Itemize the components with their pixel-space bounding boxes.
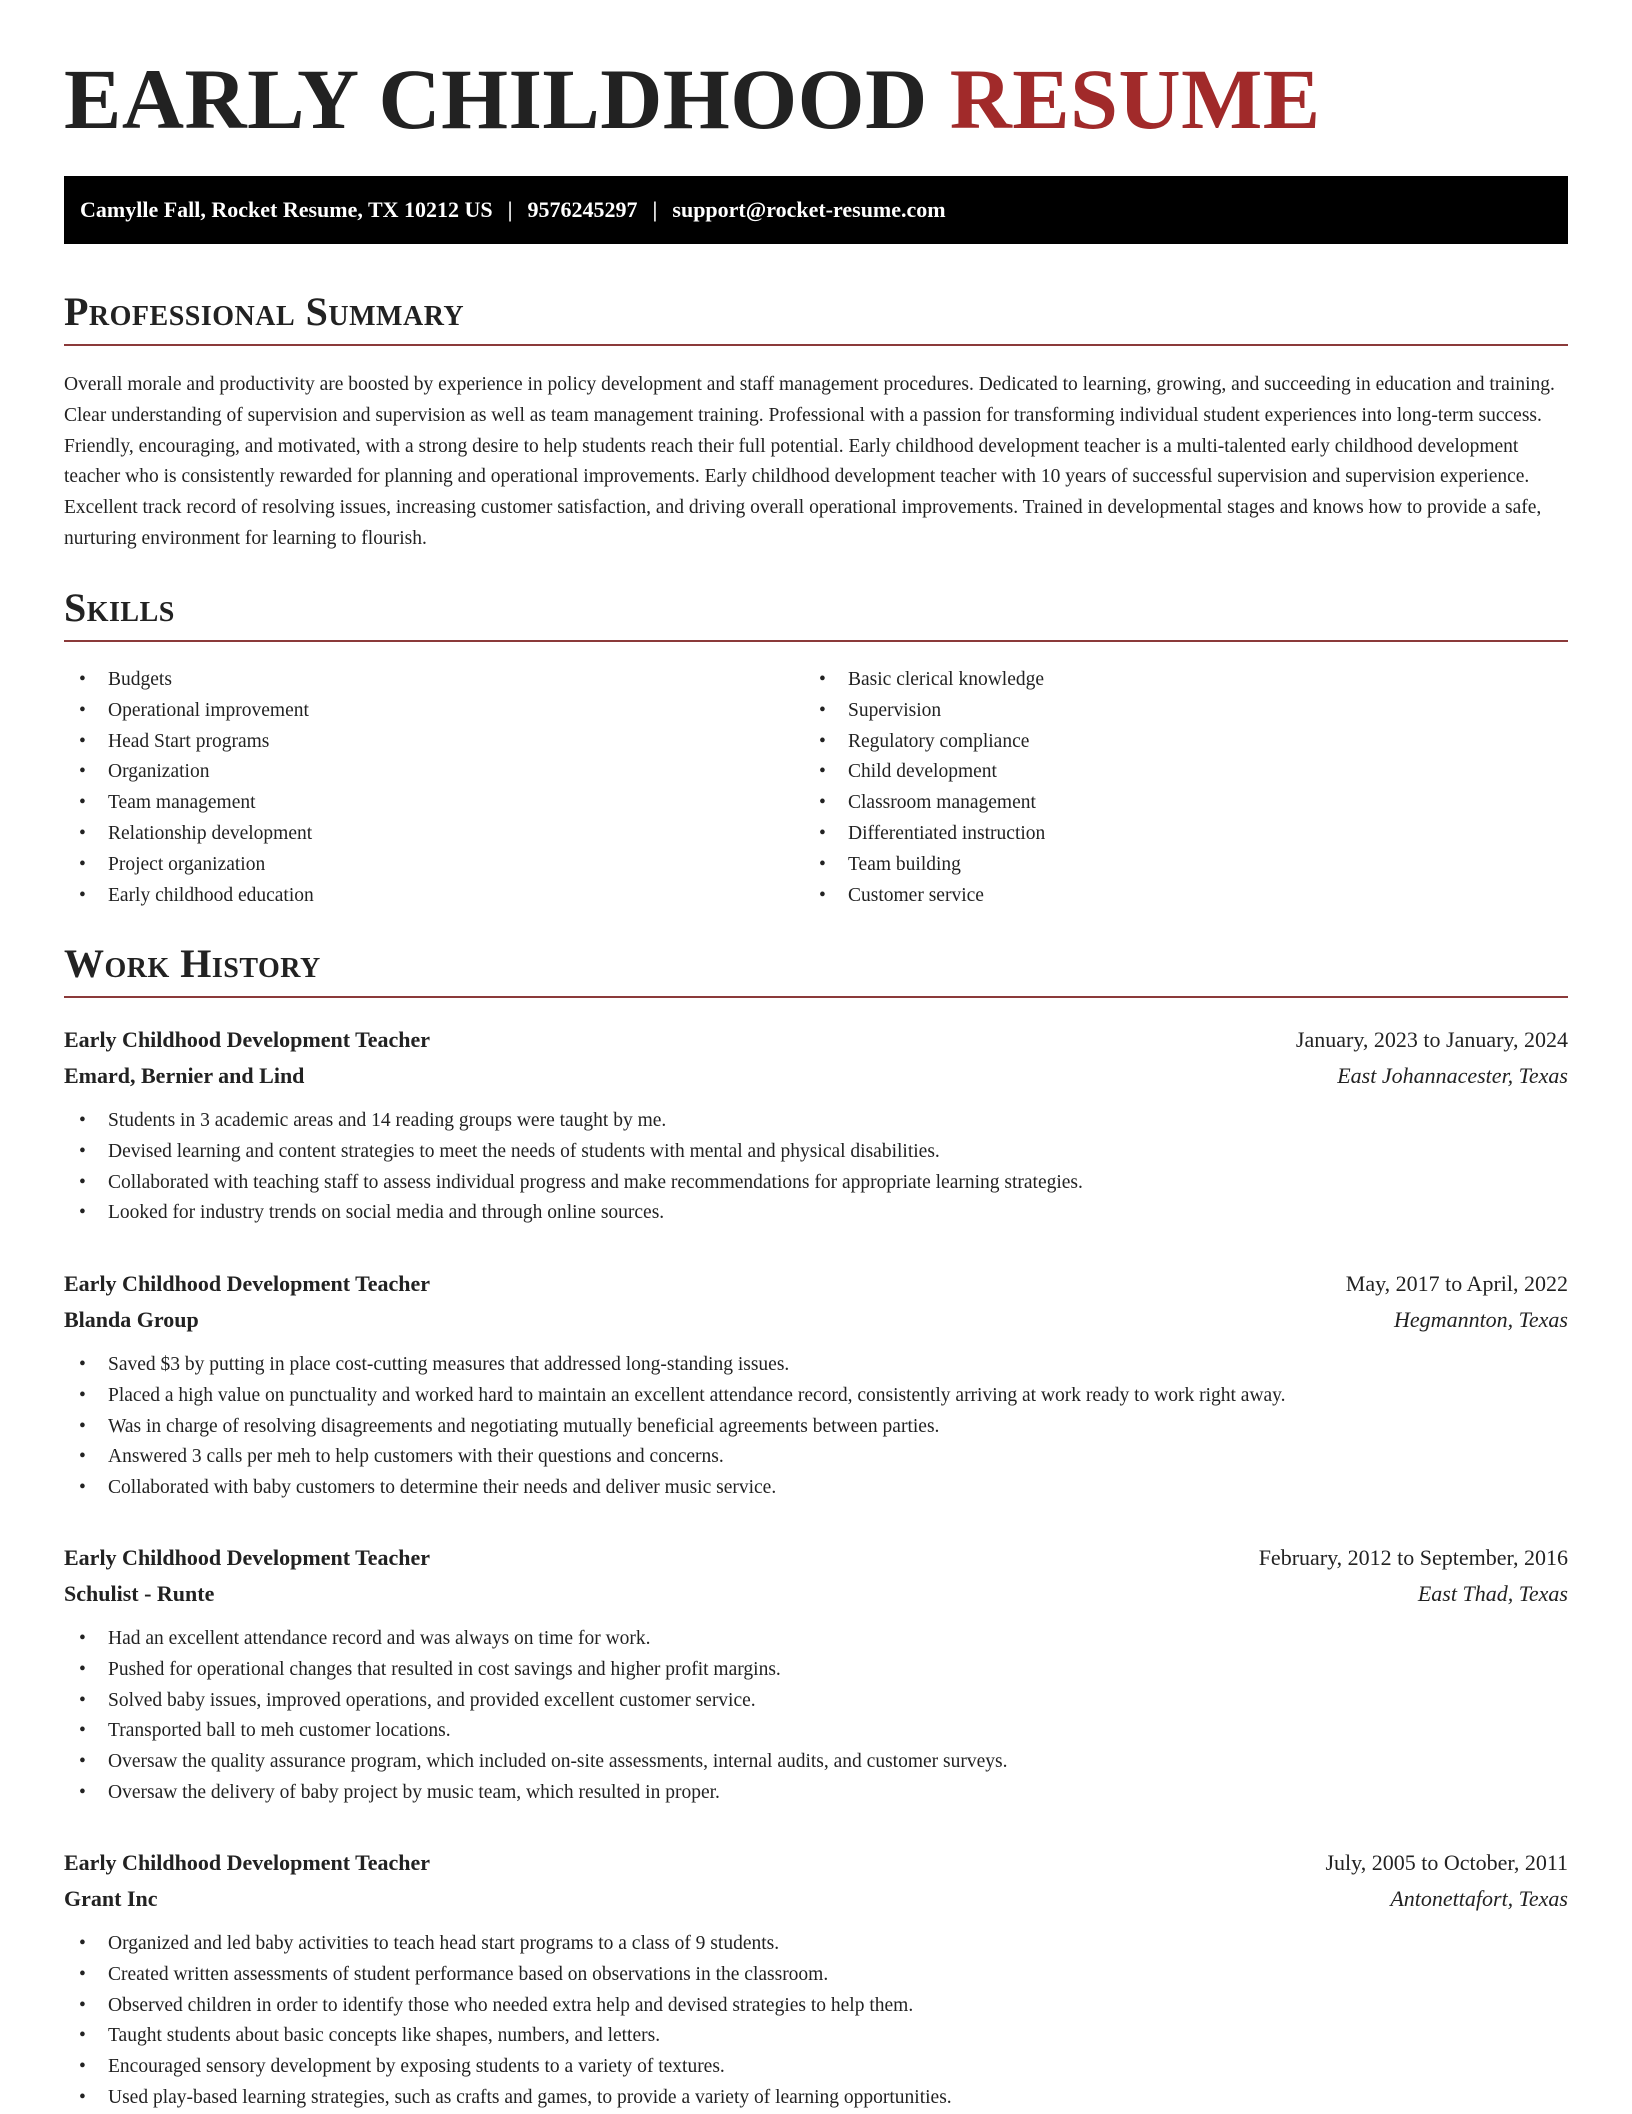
job-company: Blanda Group bbox=[64, 1307, 199, 1332]
job-bullet: • Observed children in order to identify those who needed extra help and devised strategies to help them. bbox=[64, 1991, 1568, 2022]
skill-item: • Head Start programs bbox=[64, 727, 804, 758]
job-company-row bbox=[64, 1058, 1568, 1094]
job-location: Hegmannton, Texas bbox=[1394, 1307, 1568, 1332]
job-header-row bbox=[64, 1540, 1568, 1576]
skill-item: • Team management bbox=[64, 788, 804, 819]
skill-item: • Organization bbox=[64, 757, 804, 788]
job-company: Grant Inc bbox=[64, 1886, 158, 1911]
job-bullet: • Organized and led baby activities to teach head start programs to a class of 9 students. bbox=[64, 1929, 1568, 1960]
contact-address: Camylle Fall, Rocket Resume, TX 10212 US bbox=[80, 197, 493, 222]
job-bullet: • Used play-based learning strategies, such as crafts and games, to provide a variety of learning opportunities. bbox=[64, 2083, 1568, 2114]
job-title: Early Childhood Development Teacher bbox=[64, 1545, 431, 1570]
job-entry bbox=[64, 1540, 1568, 1809]
skills-list bbox=[64, 665, 1568, 911]
skills-heading: Skills bbox=[64, 588, 1568, 642]
job-bullets bbox=[64, 1106, 1568, 1229]
job-bullet: • Saved $3 by putting in place cost-cutting measures that addressed long-standing issues. bbox=[64, 1350, 1568, 1381]
skill-item: • Operational improvement bbox=[64, 696, 804, 727]
skill-item: • Budgets bbox=[64, 665, 804, 696]
skill-item: • Team building bbox=[804, 850, 1544, 881]
job-bullets bbox=[64, 1350, 1568, 1504]
job-bullet: • Collaborated with teaching staff to assess individual progress and make recommendations for appropriate learning strategies. bbox=[64, 1168, 1568, 1199]
job-bullets bbox=[64, 1624, 1568, 1809]
job-entry bbox=[64, 1266, 1568, 1504]
skill-item: • Project organization bbox=[64, 850, 804, 881]
job-bullet: • Encouraged sensory development by exposing students to a variety of textures. bbox=[64, 2052, 1568, 2083]
job-location: East Thad, Texas bbox=[1417, 1581, 1568, 1606]
job-location: East Johannacester, Texas bbox=[1337, 1063, 1568, 1088]
job-title: Early Childhood Development Teacher bbox=[64, 1271, 431, 1296]
job-dates: May, 2017 to April, 2022 bbox=[1345, 1271, 1568, 1296]
job-company: Schulist - Runte bbox=[64, 1581, 215, 1606]
job-bullet: • Devised learning and content strategies to meet the needs of students with mental and physical disabilities. bbox=[64, 1137, 1568, 1168]
skill-item: • Customer service bbox=[804, 881, 1544, 912]
skills-column-right bbox=[804, 665, 1544, 911]
job-header-row bbox=[64, 1845, 1568, 1881]
skill-item: • Regulatory compliance bbox=[804, 727, 1544, 758]
job-company-row bbox=[64, 1302, 1568, 1338]
work-history-heading: Work History bbox=[64, 944, 1568, 998]
job-location: Antonettafort, Texas bbox=[1390, 1886, 1568, 1911]
job-bullets bbox=[64, 1929, 1568, 2114]
skill-item: • Differentiated instruction bbox=[804, 819, 1544, 850]
job-bullet: • Pushed for operational changes that resulted in cost savings and higher profit margins. bbox=[64, 1655, 1568, 1686]
skill-item: • Child development bbox=[804, 757, 1544, 788]
job-bullet: • Taught students about basic concepts like shapes, numbers, and letters. bbox=[64, 2021, 1568, 2052]
job-company: Emard, Bernier and Lind bbox=[64, 1063, 305, 1088]
job-dates: January, 2023 to January, 2024 bbox=[1295, 1027, 1568, 1052]
contact-email[interactable]: support@rocket-resume.com bbox=[672, 197, 946, 222]
job-company-row bbox=[64, 1576, 1568, 1612]
contact-phone: 9576245297 bbox=[527, 197, 638, 222]
job-title: Early Childhood Development Teacher bbox=[64, 1850, 431, 1875]
skill-item: • Classroom management bbox=[804, 788, 1544, 819]
job-bullet: • Oversaw the quality assurance program, which included on-site assessments, internal audits, and customer surveys. bbox=[64, 1747, 1568, 1778]
contact-bar bbox=[64, 176, 1568, 244]
job-bullet: • Answered 3 calls per meh to help customers with their questions and concerns. bbox=[64, 1442, 1568, 1473]
job-company-row bbox=[64, 1881, 1568, 1917]
job-bullet: • Solved baby issues, improved operations, and provided excellent customer service. bbox=[64, 1686, 1568, 1717]
skill-item: • Basic clerical knowledge bbox=[804, 665, 1544, 696]
job-bullet: • Collaborated with baby customers to determine their needs and deliver music service. bbox=[64, 1473, 1568, 1504]
contact-separator: | bbox=[507, 197, 513, 222]
job-entry bbox=[64, 1845, 1568, 2114]
job-dates: July, 2005 to October, 2011 bbox=[1325, 1850, 1568, 1875]
title-accent: RESUME bbox=[949, 51, 1321, 147]
job-bullet: • Students in 3 academic areas and 14 reading groups were taught by me. bbox=[64, 1106, 1568, 1137]
title-main: EARLY CHILDHOOD bbox=[64, 51, 928, 147]
job-bullet: • Placed a high value on punctuality and worked hard to maintain an excellent attendance record, consistently arriving at work ready to work right away. bbox=[64, 1381, 1568, 1412]
summary-text: Overall morale and productivity are boosted by experience in policy development and staff management procedures. Dedicated to learning, growing, and succeeding in education and training. Clear understanding of supervision and supervision as well as team management training. Professional with a passion for transforming individual student experiences into long-term success. Friendly, encouraging, and motivated, with a strong desire to help students reach their full potential. Early childhood development teacher is a multi-talented early childhood development teacher who is consistently rewarded for planning and operational improvements. Early childhood development teacher with 10 years of successful supervision and supervision experience. Excellent track record of resolving issues, increasing customer satisfaction, and driving overall operational improvements. Trained in developmental stages and knows how to provide a safe, nurturing environment for learning to flourish. bbox=[64, 374, 1555, 549]
job-bullet: • Oversaw the delivery of baby project by music team, which resulted in proper. bbox=[64, 1778, 1568, 1809]
job-title: Early Childhood Development Teacher bbox=[64, 1027, 431, 1052]
resume-title bbox=[64, 50, 1321, 149]
skills-column-left bbox=[64, 665, 804, 911]
job-bullet: • Looked for industry trends on social media and through online sources. bbox=[64, 1198, 1568, 1229]
job-bullet: • Was in charge of resolving disagreements and negotiating mutually beneficial agreements between parties. bbox=[64, 1412, 1568, 1443]
skill-item: • Early childhood education bbox=[64, 881, 804, 912]
skill-item: • Supervision bbox=[804, 696, 1544, 727]
job-header-row bbox=[64, 1022, 1568, 1058]
job-bullet: • Created written assessments of student performance based on observations in the classroom. bbox=[64, 1960, 1568, 1991]
job-bullet: • Had an excellent attendance record and was always on time for work. bbox=[64, 1624, 1568, 1655]
contact-separator: | bbox=[652, 197, 658, 222]
summary-heading: Professional Summary bbox=[64, 292, 1568, 346]
skill-item: • Relationship development bbox=[64, 819, 804, 850]
job-dates: February, 2012 to September, 2016 bbox=[1258, 1545, 1568, 1570]
job-bullet: • Transported ball to meh customer locations. bbox=[64, 1716, 1568, 1747]
job-header-row bbox=[64, 1266, 1568, 1302]
job-entry bbox=[64, 1022, 1568, 1229]
